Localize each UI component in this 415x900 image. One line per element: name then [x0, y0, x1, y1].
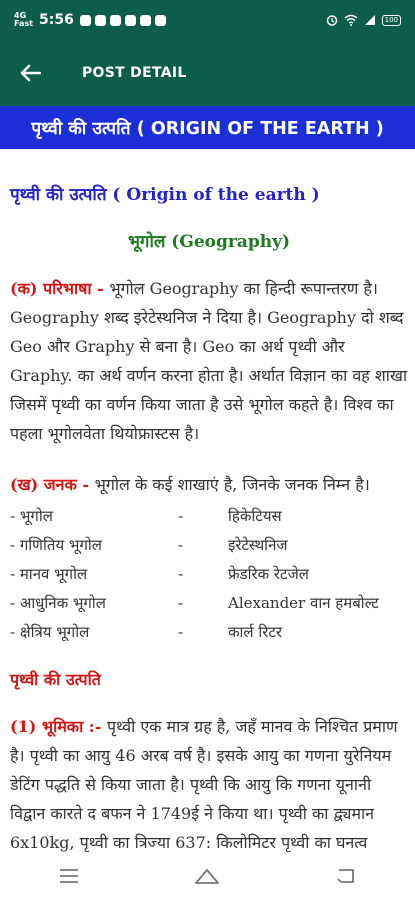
- wifi-icon: [344, 14, 358, 26]
- founder-name: कार्ल रिटर: [228, 622, 283, 641]
- app-bar-title: POST DETAIL: [82, 65, 187, 81]
- branch-name: - मानव भूगोल: [10, 564, 88, 583]
- branch-name: - भूगोल: [10, 506, 53, 525]
- branch-name: - गणितिय भूगोल: [10, 535, 102, 554]
- battery-icon: 100: [382, 15, 401, 26]
- notification-icons: [80, 15, 166, 26]
- back-button[interactable]: [0, 40, 60, 106]
- definition-text: भूगोल Geography का हिन्दी रूपान्तरण है। Geography शब्द इरेटेस्थनिज ने दिया है। Geography दो शब्द Geo और Graphy से बना है। Geo का अर्थ पृथ्वी और Graphy. का अर्थ वर्णन करना होता है। अर्थात विज्ञान का वह शाखा जिसमें पृथ्वी का वर्णन किया जाता है उसे भूगोल कहते है। विश्व का पहला भूगोलवेता थियोफ्रास्टस है।: [10, 279, 408, 443]
- founder-name: फ्रेडरिक रेटजेल: [228, 564, 309, 583]
- message-icon: [155, 15, 166, 26]
- status-left: [14, 12, 166, 28]
- list-item: [10, 588, 408, 617]
- geography-title: भूगोल (Geography): [127, 232, 291, 252]
- dash: -: [178, 535, 184, 554]
- status-bar: [0, 0, 415, 40]
- recent-apps-button[interactable]: [49, 856, 89, 896]
- definition-paragraph: [10, 274, 408, 448]
- alarm-icon: [326, 14, 338, 26]
- home-button[interactable]: [187, 856, 227, 896]
- back-nav-button[interactable]: [326, 856, 366, 896]
- dash: -: [178, 506, 184, 525]
- status-time: 5:56: [38, 12, 74, 28]
- intro-label: (1) भूमिका :-: [10, 717, 107, 736]
- founders-text: भूगोल के कई शाखाएं है, जिनके जनक निम्न है।: [94, 475, 370, 494]
- list-item: [10, 559, 408, 588]
- list-item: [10, 501, 408, 530]
- intro-paragraph: [10, 712, 408, 857]
- branch-name: - आधुनिक भूगोल: [10, 593, 106, 612]
- intro-text: पृथ्वी एक मात्र ग्रह है, जहँ मानव के निश्चित प्रमाण है। पृथ्वी का आयु 46 अरब वर्ष है। इसके आयु का गणना युरेनियम डेटिंग पद्धति से किया जाता है। पृथ्वी कि आयु कि गणना यूनानी विद्वान कारते द बफन ने 1749ई ने किया था। पृथ्वी का द्व्यमान 6x10kg, पृथ्वी का त्रिज्या 637: किलोमिटर पृथ्वी का घनत्व: [10, 717, 398, 852]
- founders-label: (ख) जनक -: [10, 475, 95, 494]
- founder-name: Alexander वान हमबोल्ट: [228, 593, 379, 612]
- menu-lines-icon: [58, 868, 80, 884]
- status-right: [326, 14, 401, 26]
- dash: -: [178, 564, 184, 583]
- system-nav-bar: [0, 852, 415, 900]
- list-item: [10, 617, 408, 646]
- founder-name: इरेटेस्थनिज: [228, 535, 288, 554]
- signal-icon: [364, 14, 376, 26]
- arrow-back-icon: [19, 64, 41, 82]
- founders-list: [10, 501, 408, 646]
- facebook-icon: [95, 15, 106, 26]
- definition-label: (क) परिभाषा -: [10, 279, 110, 298]
- post-subtitle: पृथ्वी की उत्पति ( Origin of the earth ): [10, 185, 320, 205]
- branch-name: - क्षेत्रिय भूगोल: [10, 622, 90, 641]
- network-indicator: 4G Fast: [14, 11, 33, 28]
- founder-name: हिकेटियस: [228, 506, 282, 525]
- founders-paragraph: [10, 470, 408, 499]
- app-bar: [0, 40, 415, 106]
- telegram-icon: [80, 15, 91, 26]
- dash: -: [178, 622, 184, 641]
- youtube-icon-2: [140, 15, 151, 26]
- dash: -: [178, 593, 184, 612]
- home-icon: [193, 866, 221, 886]
- messenger-icon: [125, 15, 136, 26]
- post-heading-banner: पृथ्वी की उत्पति ( ORIGIN OF THE EARTH ): [0, 106, 415, 149]
- back-nav-icon: [335, 867, 357, 885]
- origin-section-title: पृथ्वी की उत्पति: [10, 670, 101, 689]
- list-item: [10, 530, 408, 559]
- post-content: [10, 176, 408, 857]
- youtube-icon: [110, 15, 121, 26]
